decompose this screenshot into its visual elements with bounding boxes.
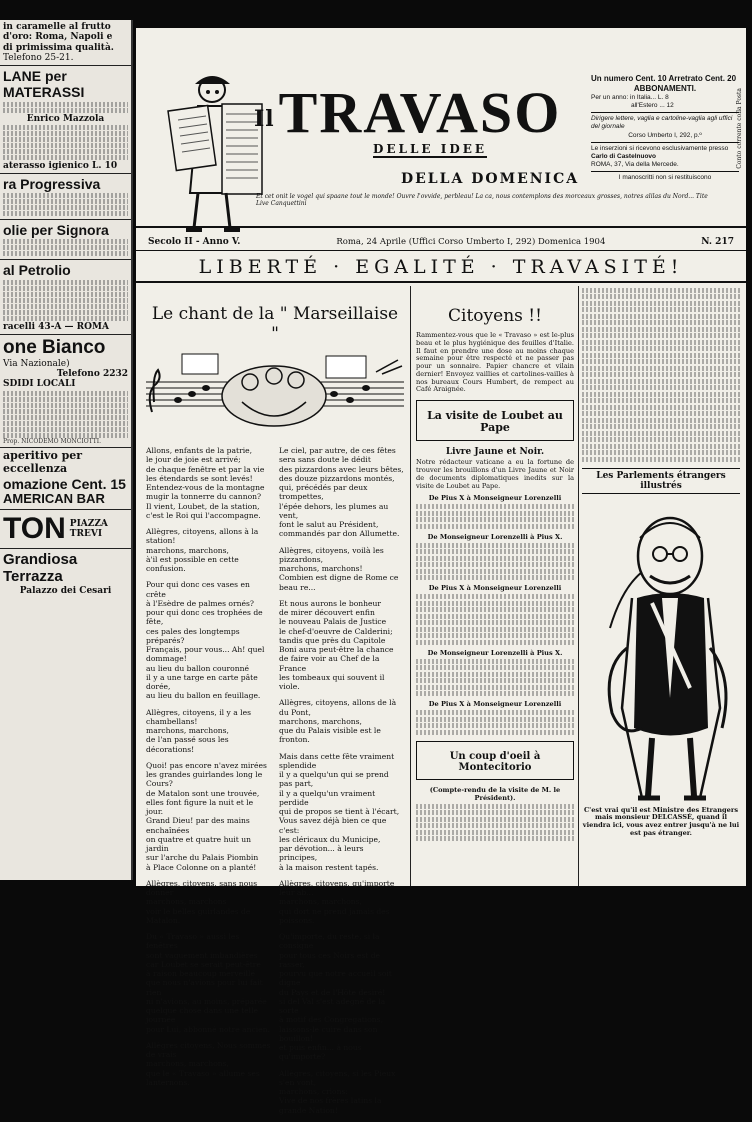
ad-phone: Telefono 2232	[56, 369, 128, 380]
visite-box	[416, 400, 574, 441]
newspaper-page	[136, 28, 746, 1115]
issue-bar	[136, 233, 746, 251]
masthead-title	[254, 80, 562, 145]
ad-text: TREVI	[69, 528, 103, 539]
ad-text: PIAZZA	[69, 518, 108, 529]
ad-title: aperitivo per eccellenza	[3, 449, 83, 475]
masthead-delle-idee: DELLE IDEE	[373, 142, 488, 156]
masthead-illustration	[150, 68, 270, 243]
article-right-column	[582, 286, 740, 886]
poem-refrain: Allègres, citoyens, il y a les chambellans! marchons, marchons, de l'an passé sous les décorations!	[146, 707, 251, 754]
column-rule	[410, 286, 411, 886]
poem-column-right	[279, 446, 404, 1122]
issue-volume: Secolo II - Anno V.	[148, 236, 241, 247]
issue-date: Roma, 24 Aprile (Uffici Corso Umberto I, 292) Domenica 1904	[336, 236, 606, 247]
subscriptions-heading: ABBONAMENTI.	[633, 84, 697, 93]
montecitorio-box	[416, 741, 574, 780]
article-body: Rammentez-vous que le « Travaso » est le-plus beau et le plus hygiénique des feuilles d'Italie. Il faut en prendre une dose au moins chaque semaine pour être respecté et ne passer pas pour un sonnaire. Papier chancre et vilain dernier! Envoyez vaillies et cartolines-vailles à nos bureaux Cours Humbert, de rempect au Café Araignée.	[416, 331, 574, 394]
ad-leone-bianco	[0, 335, 131, 448]
ad-terrazza	[0, 549, 131, 598]
masthead-subscription-box	[591, 74, 739, 182]
subscription-italy: Per un anno: in Italia... L. 8	[591, 94, 669, 101]
office-address: Corso Umberto I, 292, p.º	[628, 131, 702, 139]
ad-title: TON	[3, 511, 66, 545]
ad-text: SDIDI LOCALI	[3, 379, 76, 390]
poem-column-left	[146, 446, 271, 1122]
article-title: Le chant de la " Marseillaise "	[151, 304, 399, 344]
ad-title: LANE per MATERASSI	[3, 68, 85, 101]
ad-text: di primissima qualità.	[3, 42, 114, 53]
letter-heading: De Monseigneur Lorenzelli à Pius X.	[427, 532, 563, 541]
left-page-ads	[0, 20, 133, 880]
poem-stanza: Le ciel, par autre, de ces fêtes sera sans doute le dédit des pizzardons avec leurs bêtes, des douze pizzardons montés, qui, précédés par deux trompettes, l'épée dehors, les plumes au vent, font le salut au Président, commandés par don Allumette.	[279, 446, 404, 539]
delcasse-caricature	[582, 498, 740, 803]
masthead-motto: Et cet onit le vogel qui spaane tout le monde! Ouvre l'ovvide, perbleau! La ca, nous contemplons des morceaux grosses, notres alilas du Nord... Tite Live Canquettini	[256, 193, 708, 208]
ad-sub: Palazzo dei Cesari	[19, 585, 112, 596]
poem-stanza: Allons, enfants de la patrie, le jour de joie est arrivé; de chaque fenêtre et par la vie les étendards se sont levés! Entendez-vous de la montagne mugir la tonnerre du cannon? Il vient, Loubet, de la station, c'est le Roi qui l'accompagne.	[146, 446, 265, 520]
ad-title: ra Progressiva	[3, 176, 101, 193]
section-title: La visite de Loubet au Pape	[427, 409, 563, 435]
ad-text: in caramelle al frutto	[3, 22, 111, 32]
article-citoyens	[416, 286, 574, 886]
section-title: Les Parlements étrangers illustrés	[582, 468, 740, 494]
ad-aperitivo	[0, 448, 131, 509]
column-rule	[578, 286, 579, 886]
section-subtitle: Livre Jaune et Noir.	[445, 447, 545, 458]
ad-signora	[0, 220, 131, 260]
price-line: Un numero Cent. 10 Arretrato Cent. 20	[591, 74, 737, 83]
article-title: Citoyens !!	[448, 306, 542, 326]
poem-refrain: Allègres, citoyens, voilà les pizzardons, marchons, marchons! Combien est digne de Rome ce beau re...	[279, 545, 399, 592]
section-subtitle: (Compte-rendu de la visite de M. le Président).	[429, 785, 561, 802]
poem-refrain: Allègres citoyens, Nous sommes de vrais marchons, marchons, que le « Travaso » allume ses lanternons.	[146, 1040, 271, 1087]
poem-stanza: Pour qui donc ces vases en crête à l'Esèdre de palmes ornés? pour qui donc ces trophées de fête, ces pales des longtemps préparés? Français, pour vous... Ah! quel dommage! au lieu du ballon couronné il y a une targe en carte pâte dorée, au lieu du ballon en feuillage.	[146, 580, 265, 701]
letter-heading: De Pius X à Monseigneur Lorenzelli	[428, 700, 562, 709]
ad-title: Grandiosa Terrazza	[3, 551, 78, 586]
ad-materassi	[0, 66, 131, 174]
ad-name: Enrico Mazzola	[26, 113, 105, 124]
ad-sub: omazione Cent. 15	[3, 475, 126, 492]
letter-heading: De Monseigneur Lorenzelli à Pius X.	[427, 648, 563, 657]
ad-petrolio	[0, 260, 131, 334]
ads-agency: Carlo di Castelnuovo	[591, 152, 657, 160]
article-marseillaise	[146, 286, 404, 1115]
motto-banner: LIBERTÉ · EGALITÉ · TRAVASITÉ!	[136, 253, 746, 283]
masthead-domenica: DELLA DOMENICA	[401, 171, 580, 187]
poem-stanza: Quoi! pas encore n'avez mirées les grandes guirlandes long le Cours? de Matalon sont une trouvée, elles font figure la nuit et le jour. Grand Dieu! par des mains enchaînées on quatre et quatre huit un jardin sur l'arche du Palais Piombin à Place Colonne on a planté!	[146, 760, 267, 872]
masthead-il: Il	[254, 106, 275, 132]
postal-account-note: Conto corrente colla Posta	[736, 88, 743, 169]
ad-footer: aterasso igienico L. 10	[3, 160, 118, 171]
manuscripts-note: I manoscritti non si restituiscono	[618, 174, 712, 181]
ad-signature: Prop. NICODEMO MONCIOTTI.	[3, 437, 102, 445]
poem-stanza: Du « Travaso » aussi les fenêtres sont vaguement imbandières car Loubet se serait peut-être à raison beaucoup merveillé que nous n'avions pour lui fait rien ni n'avions, au moins, préparée quelque chose dans une telle journée pour Lui, abbonné notre ancien.	[146, 932, 271, 1034]
ad-sub: Via Nazionale)	[3, 358, 70, 369]
masthead-travaso: TRAVASO	[278, 80, 562, 145]
ad-progressiva	[0, 174, 131, 220]
section-title: Un coup d'oeil à Montecitorio	[449, 750, 541, 773]
letter-heading: De Pius X à Monseigneur Lorenzelli	[428, 584, 562, 593]
letter-heading: De Pius X à Monseigneur Lorenzelli	[428, 494, 562, 503]
ad-trevi	[0, 510, 131, 550]
poem-stanza: Et nous aurons le bonheur de mirer découvert enfin le nouveau Palais de Justice le chef-d'oeuvre de Calderini; tandis que près du Capitole Boni aura peut-être la chance de faire voir au Chef de la France les tombeaux qui souvent il viole.	[279, 598, 394, 691]
poem-refrain: Allègres, citoyens, allons de là du Pont, marchons, marchons, que du Palais visible est le fronton.	[279, 698, 397, 745]
article-body: Notre rédacteur vaticane a eu la fortune de trouver les brouillons d'un Livre Jaune et Noir de documents diplomatiques inedits sur la visite de Loubet au Pape.	[416, 458, 574, 490]
masthead	[136, 28, 746, 228]
ad-title: one Bianco	[3, 336, 106, 358]
poem-stanza: Mais dans cette fête vraiment splendide il y a quelqu'un qui se prend pas part, il y a quelqu'un vraiment perdide qui de propos se tient à l'écart, Vous savez déjà bien ce que c'est: les cléricaux du Municipe, par dévotion... à leurs principes, à la maison restent tapés.	[279, 751, 400, 872]
ads-note: Le inserzioni si ricevono esclusivamente presso	[591, 144, 729, 152]
issue-number: N. 217	[701, 236, 734, 247]
ad-caramelle	[0, 20, 131, 66]
ad-text: d'oro: Roma, Napoli e	[3, 32, 113, 43]
poem-refrain: Allègres, citoyens, si les Pieux s'en vont, marchons, crions: Vive de nos frères latins la grande Nation!	[279, 1068, 396, 1115]
ad-bar: AMERICAN BAR	[3, 490, 105, 506]
ad-title: olie per Signora	[3, 222, 109, 239]
music-staff-illustration	[146, 352, 404, 432]
ads-agency-address: ROMA, 37, Via della Mercede.	[591, 160, 679, 168]
caricature-caption: C'est vrai qu'il est Ministre des Etrangers mais monsieur DELCASSÉ, quand il viendra ici, vous avez entrer jusqu'à ne lui est pas étranger.	[582, 805, 740, 838]
ad-address: racelli 43-A — ROMA	[3, 321, 109, 332]
poem-refrain: Allègres, citoyens, allons à la station! marchons, marchons, à'il est possible en cette confusion.	[146, 527, 259, 573]
ad-title: al Petrolio	[3, 262, 71, 279]
direction-note: Dirigere lettere, vaglia e cartoline-vaglia agli uffici del giornale	[591, 115, 733, 131]
ad-phone: Telefono 25-21.	[3, 53, 74, 64]
subscription-abroad: all'Estero ... 12	[631, 102, 674, 110]
poem-stanza: Qu'importe, du reste, si la consigne pour tous ces Noirs est de rasser, pourvu que notre accueil soit digne du Pays et de l'Hôte desiré! si del Val s'est adegné de la sorte à motif des Congregations, laissons-le cuire dans son bouillon! et puis enfin... à nous qu'importe?	[279, 932, 392, 1062]
poem-refrain: Allègres, citoyens, qu'importe leur ab... marchons, marchons, qui dort ne prend jamais des poissons.	[279, 878, 395, 925]
poem-refrain: Allègres, citoyens, sans nous donner marchons, marchons voir le belles guirlandes de Matalon.	[146, 878, 258, 925]
